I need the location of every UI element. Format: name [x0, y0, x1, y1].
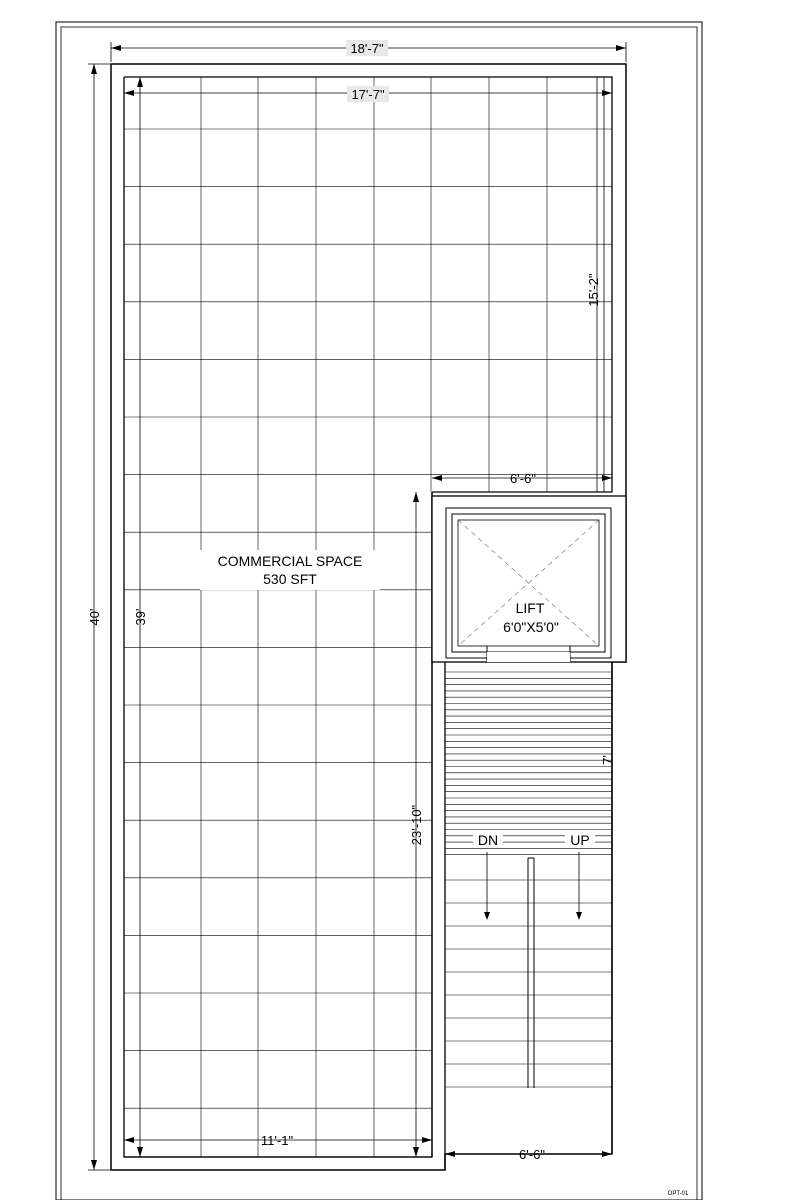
upper-depth-label: 15'-2"	[586, 273, 601, 307]
commercial-depth-label: 23'-10"	[409, 804, 424, 846]
lift-shaft	[432, 496, 626, 662]
stair-handrail	[528, 858, 534, 1088]
up-arrow-icon	[576, 912, 582, 920]
stair-up-label: UP	[570, 832, 590, 848]
commercial-width-label: 11'-1"	[260, 1133, 294, 1148]
stair-width-label: 6'-6"	[519, 1147, 545, 1162]
lift-name: LIFT	[515, 600, 545, 616]
commercial-space-name: COMMERCIAL SPACE	[217, 553, 363, 569]
stair-down-label: DN	[477, 832, 499, 848]
inner-wall-lower	[124, 77, 432, 1157]
overall-depth-label: 40'	[87, 608, 102, 626]
inner-wall-upper	[124, 77, 612, 492]
sheet-code-label: OPT-01	[667, 1191, 689, 1197]
lift-size: 6'0"X5'0"	[503, 619, 559, 635]
inner-width-label: 17'-7"	[351, 87, 385, 102]
stair-run-label: 7'	[600, 755, 615, 765]
commercial-space-area: 530 SFT	[263, 571, 317, 587]
inner-depth-label: 39'	[133, 608, 148, 626]
lift-width-label: 6'-6"	[510, 471, 536, 486]
overall-width-label: 18'-7"	[350, 41, 384, 56]
down-arrow-icon	[484, 912, 490, 920]
